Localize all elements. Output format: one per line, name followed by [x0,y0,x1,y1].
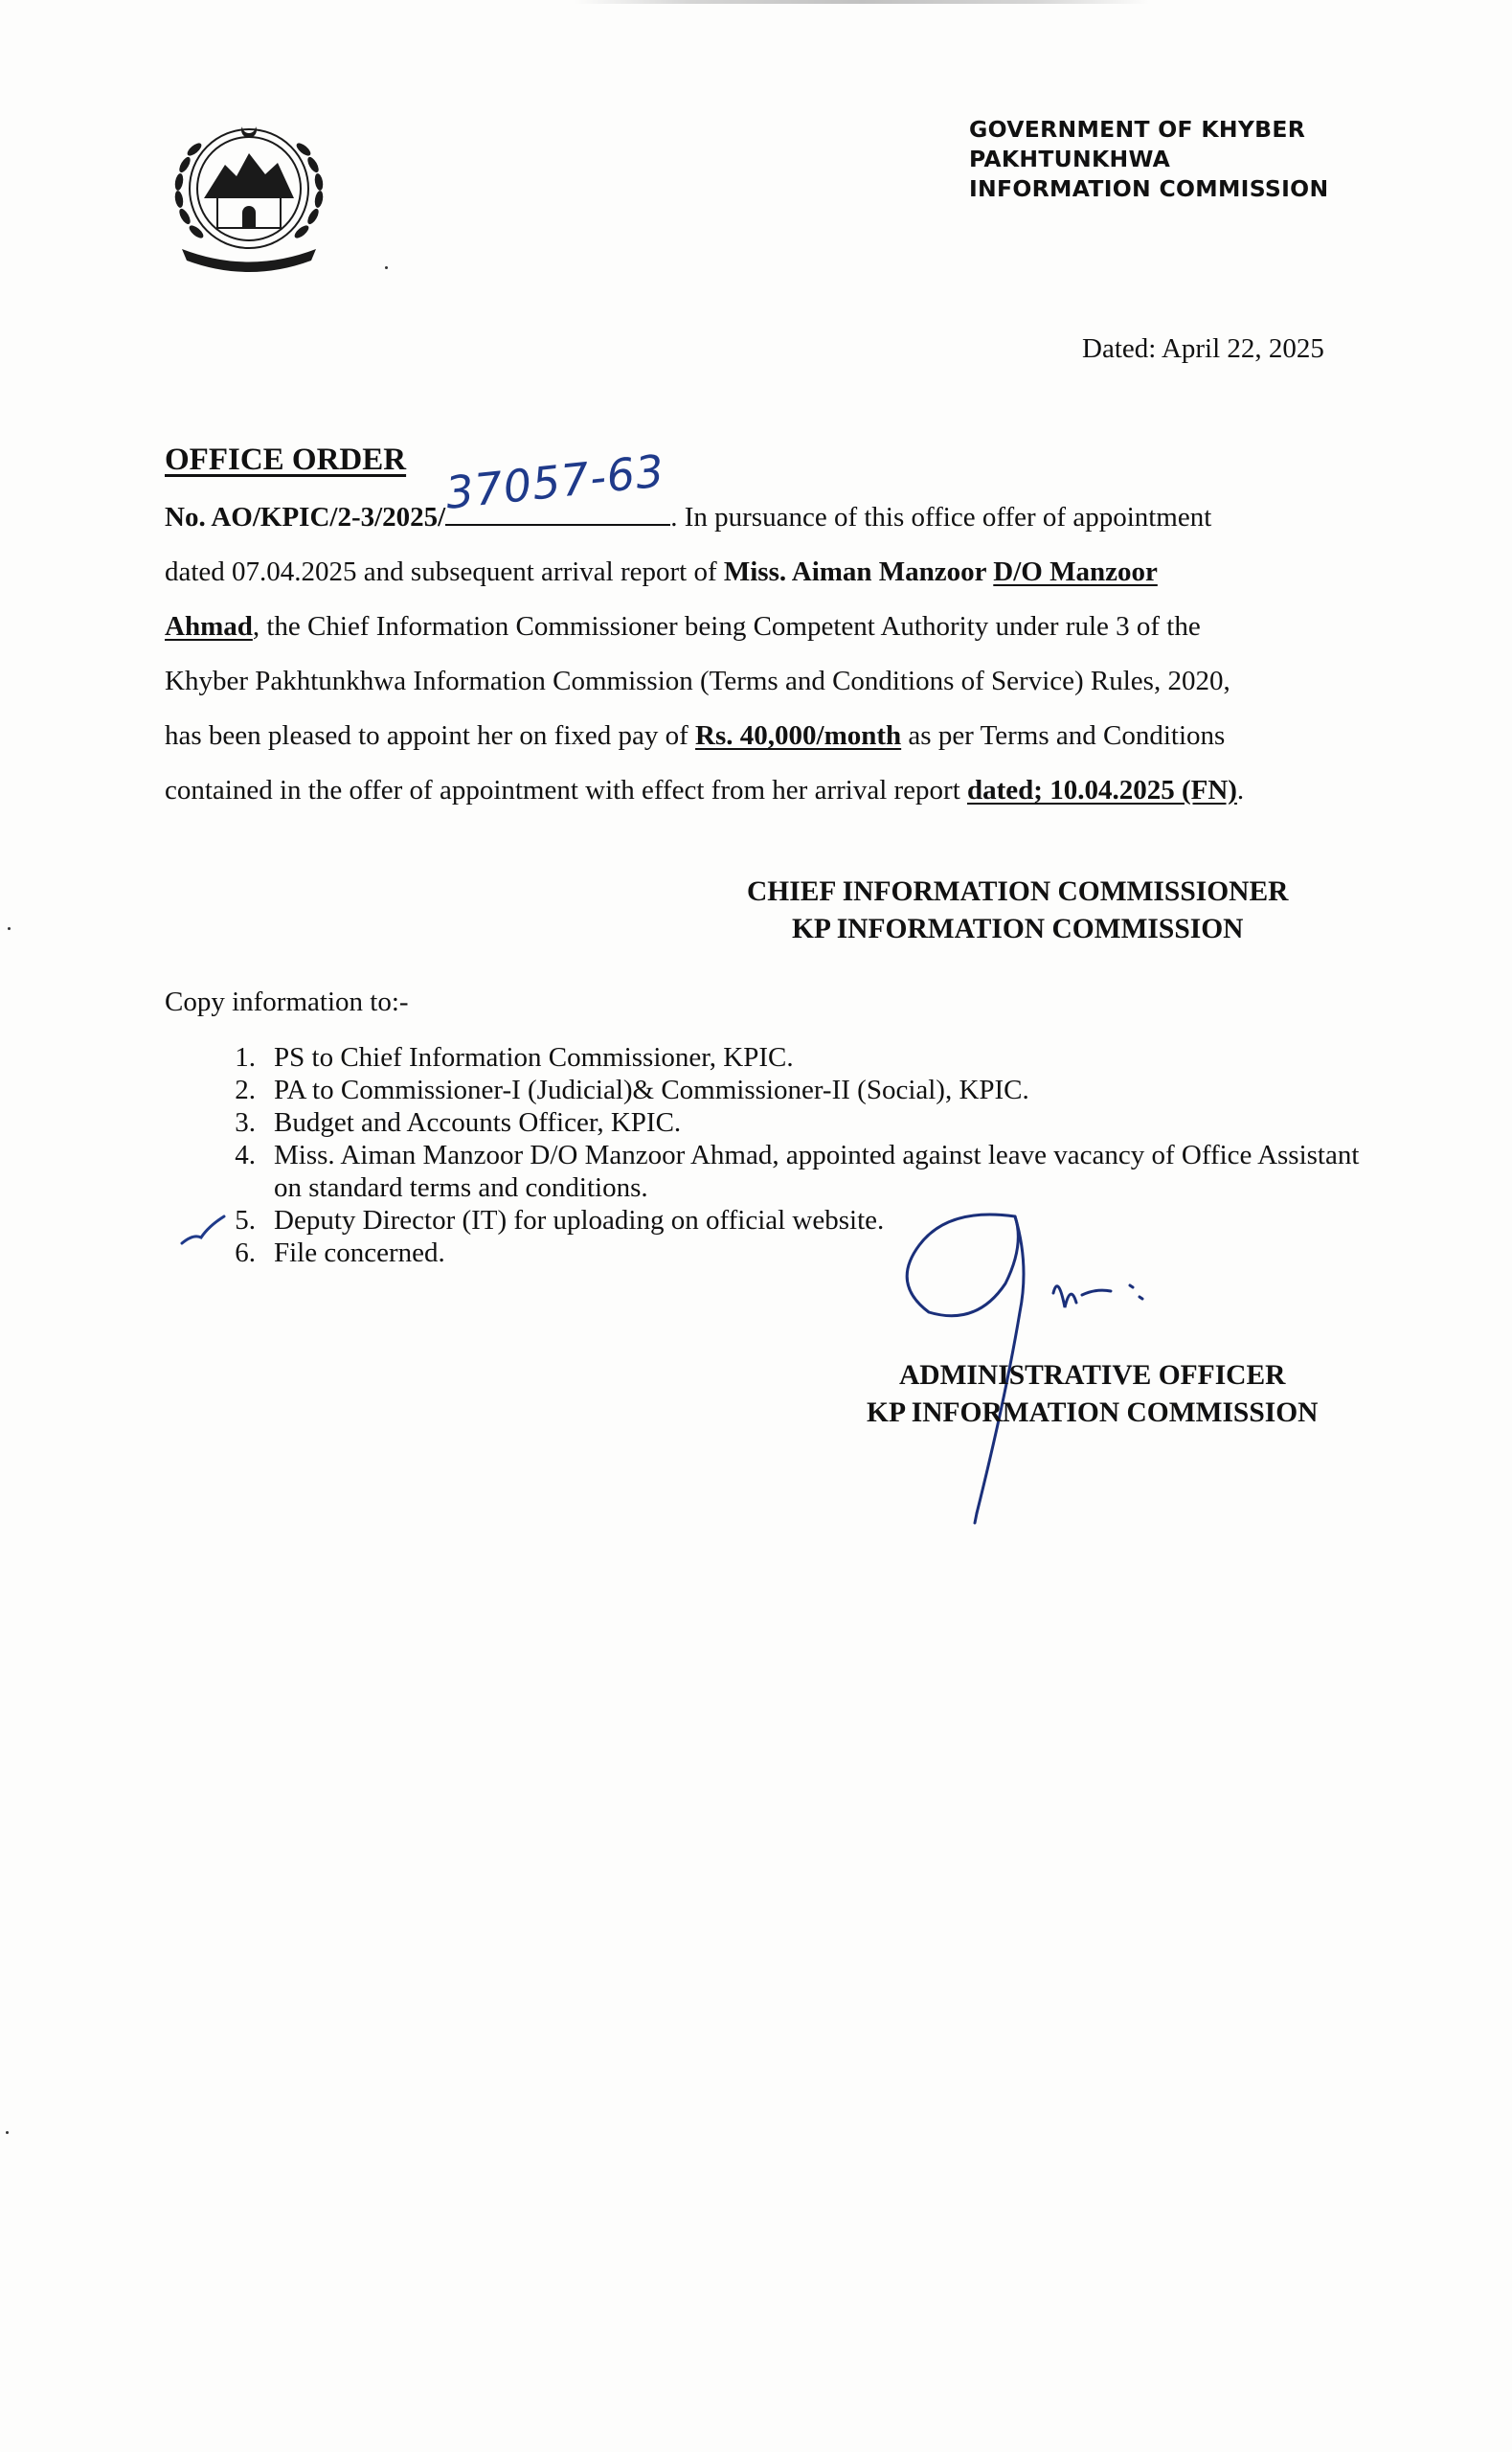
admin-signatory [867,1357,1318,1432]
order-text: , the Chief Information Commissioner being Competent Authority under rule 3 of the [252,611,1201,642]
appointee-name: Miss. Aiman Manzoor [723,556,994,587]
org-line-2: PAKHTUNKHWA [969,146,1171,172]
admin-title: ADMINISTRATIVE OFFICER [898,1360,1286,1391]
copy-to-title: Copy information to:- [165,987,409,1017]
item-text: Miss. Aiman Manzoor D/O Manzoor Ahmad, appointed against leave vacancy of Office Assistant on standard terms and conditions. [274,1140,1360,1203]
list-item [192,1041,1369,1074]
list-item [192,1204,1369,1237]
order-line-2 [165,545,1358,600]
pen-tick-mark [180,1215,226,1249]
item-number: 6. [235,1237,256,1268]
org-line-1: GOVERNMENT OF KHYBER [969,116,1306,143]
item-text: PS to Chief Information Commissioner, KPIC. [274,1042,794,1073]
chief-org: KP INFORMATION COMMISSION [791,914,1244,944]
order-text: contained in the offer of appointment with effect from her arrival report [165,775,967,806]
scan-speck [6,2131,9,2134]
copy-to-list [192,1041,1369,1269]
order-text: dated 07.04.2025 and subsequent arrival report of [165,556,724,587]
fixed-pay: Rs. 40,000/month [695,720,902,751]
item-text: Budget and Accounts Officer, KPIC. [274,1107,682,1138]
order-text: . In pursuance of this office offer of appointment [670,502,1212,533]
item-text: File concerned. [274,1237,445,1268]
list-item [192,1074,1369,1106]
item-text: PA to Commissioner-I (Judicial)& Commissioner-II (Social), KPIC. [274,1075,1029,1105]
item-number: 3. [235,1107,256,1138]
effective-date: dated; 10.04.2025 (FN) [967,775,1237,806]
kp-emblem-logo [158,107,340,280]
order-text: . [1236,775,1245,806]
reference-number: No. AO/KPIC/2-3/2025/ [165,502,446,533]
chief-signatory [747,874,1288,948]
chief-title: CHIEF INFORMATION COMMISSIONER [747,876,1289,907]
order-line-3 [165,600,1358,654]
item-number: 5. [235,1205,256,1236]
appointee-parent-cont: Ahmad [165,611,253,642]
order-text: has been pleased to appoint her on fixed pay of [165,720,696,751]
scan-edge [575,0,1149,4]
list-item [192,1106,1369,1139]
item-text: Deputy Director (IT) for uploading on official website. [274,1205,885,1236]
order-text: as per Terms and Conditions [901,720,1226,751]
order-line-5 [165,709,1358,763]
item-number: 2. [235,1075,256,1105]
list-item [192,1237,1369,1269]
order-title: OFFICE ORDER [165,443,407,477]
org-line-3: INFORMATION COMMISSION [969,175,1329,202]
appointee-parent: D/O Manzoor [993,556,1158,587]
list-item [192,1139,1369,1204]
order-line-6 [165,763,1358,818]
order-line-4: Khyber Pakhtunkhwa Information Commission (Terms and Conditions of Service) Rules, 2020, [165,666,1230,696]
scan-speck [385,266,388,269]
admin-org: KP INFORMATION COMMISSION [867,1397,1319,1428]
reference-blank [442,444,670,526]
item-number: 4. [235,1140,256,1170]
issuing-organization [969,115,1328,204]
document-date: Dated: April 22, 2025 [1082,333,1324,364]
scan-speck [8,927,11,930]
item-number: 1. [235,1042,256,1073]
handwritten-reference: 37057-63 [442,444,667,519]
